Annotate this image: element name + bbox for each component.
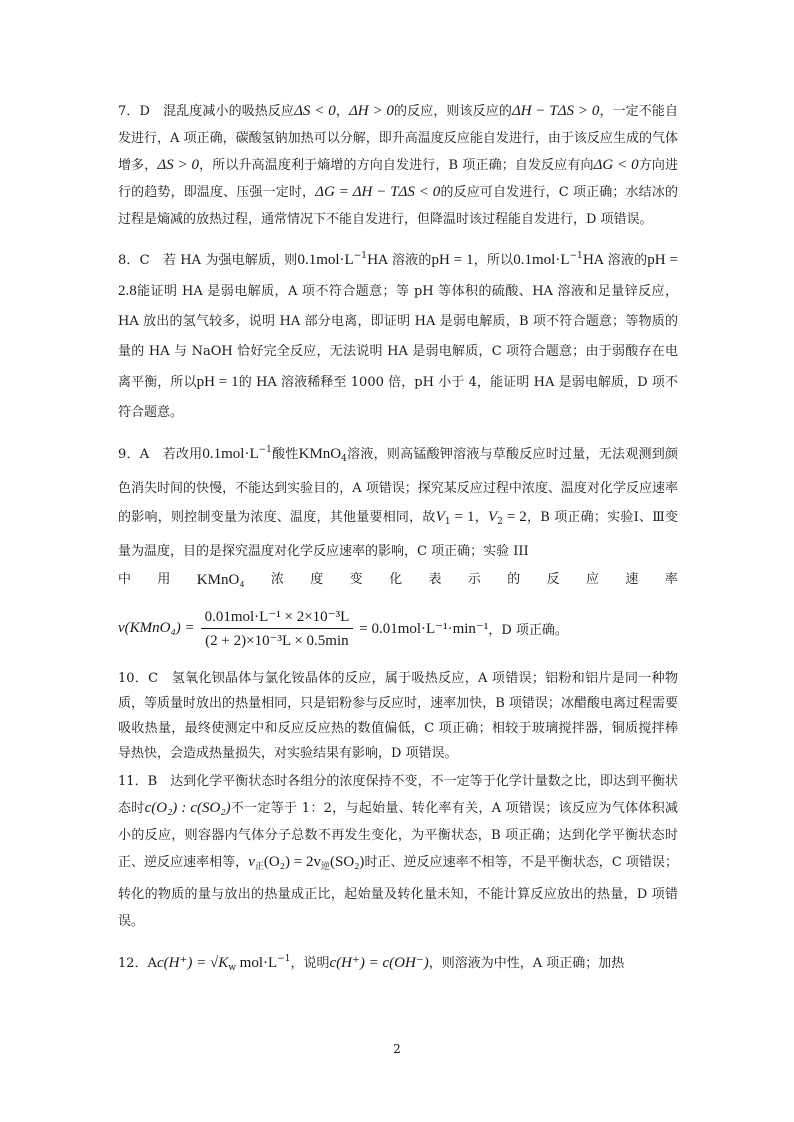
- formula-fraction: [201, 607, 354, 650]
- answer-q12: 12．$Ac(H^+) = √K_w$ $mol\cdot L^{-1}$，说明c(H⁺) = c(OH⁻)，则溶液为中性，A 项正确；加热: [118, 954, 625, 973]
- formula-rhs: = 0.01mol·L⁻¹·min⁻¹: [359, 620, 489, 637]
- answer-explanations: [118, 98, 678, 982]
- answer-q11: 11．B 达到化学平衡状态时各组分的浓度保持不变，不一定等于化学计量数之比，即达到平衡状态时c(O₂) : c(SO₂)不一定等于 1：2，与起始量、转化率有关，A 项错误；该反应为气体体积减小的反应，则容器内气体分子总数不再发生变化，为平衡状态，B 项正确；达到化学平衡状态时正、逆反应速率相等，$v_正(O_2) = 2v_逆(SO_2)$时正、逆反应速率不相等，不是平衡状态，C 项错误；转化的物质的量与放出的热量成正比，起始量及转化量未知，不能计算反应放出的热量，D 项错误。: [118, 774, 678, 929]
- rate-formula: [118, 600, 678, 656]
- formula-tail: ，D 项正确。: [488, 622, 568, 638]
- answer-q9-spread-line: 中 用 KMnO₄ 浓 度 变 化 表 示 的 反 应 速 率: [118, 572, 678, 588]
- answer-q10: 10．C 氢氧化钡晶体与氯化铵晶体的反应，属于吸热反应，A 项错误；铝粉和铝片是同一种物质，等质量时放出的热量相同，只是铝粉参与反应时，速率加快，B 项错误；冰醋酸电离过程需要吸收热量，最终使测定中和反应反应热的数值偏低，C 项正确；相较于玻璃搅拌器，铜质搅拌棒导热快，会造成热量损失，对实验结果有影响，D 项错误。: [118, 671, 678, 761]
- answer-q9: [118, 436, 678, 656]
- page-number: 2: [393, 1042, 401, 1056]
- formula-lhs: v(KMnO₄) =: [118, 619, 195, 636]
- answer-q7: 7．D 混乱度减小的吸热反应ΔS < 0，ΔH > 0的反应，则该反应的ΔH − TΔS > 0，一定不能自发进行，A 项正确，碳酸氢钠加热可以分解，即升高温度反应能自发进行，由于该反应生成的气体增多，ΔS > 0，所以升高温度利于熵增的方向自发进行，B 项正确；自发反应有向ΔG < 0方向进行的趋势，即温度、压强一定时，ΔG = ΔH − TΔS < 0的反应可自发进行，C 项正确；水结冰的过程是熵减的放热过程，通常情况下不能自发进行，但降温时该过程能自发进行，D 项错误。: [118, 103, 678, 227]
- answer-q9-text: 9．A 若改用$0.1mol\cdot L^{-1}$酸性KMnO$_4$溶液，则高锰酸钾溶液与草酸反应时过量，无法观测到颜色消失时间的快慢，不能达到实验目的，A 项错误；探究某反应过程中浓度、温度对化学反应速率的影响，则控制变量为浓度、温度，其他量要相同，故$V_1 = 1$，$V_2 = 2$，B 项正确；实验Ⅰ、Ⅲ变量为温度，目的是探究温度对化学反应速率的影响，C 项正确；实验 III: [118, 445, 678, 559]
- answer-q8: 8．C 若 HA 为强电解质，则$0.1mol\cdot L^{-1}HA$ 溶液的pH = 1，所以$0.1mol\cdot L^{-1}HA$ 溶液的pH = 2.8能证明 HA 是弱电解质，A 项不符合题意；等 pH 等体积的硫酸、HA 溶液和足量锌反应，HA 放出的氢气较多，说明 HA 部分电离，即证明 HA 是弱电解质，B 项不符合题意；等物质的量的 HA 与 NaOH 恰好完全反应，无法说明 HA 是弱电解质，C 项符合题意；由于弱酸存在电离平衡，所以pH = 1的 HA 溶液稀释至 1000 倍，pH 小于 4，能证明 HA 是弱电解质，D 项不符合题意。: [118, 251, 678, 420]
- formula-numerator: 0.01mol·L⁻¹ × 2×10⁻³L: [201, 607, 354, 629]
- formula-denominator: (2 + 2)×10⁻³L × 0.5min: [205, 632, 349, 649]
